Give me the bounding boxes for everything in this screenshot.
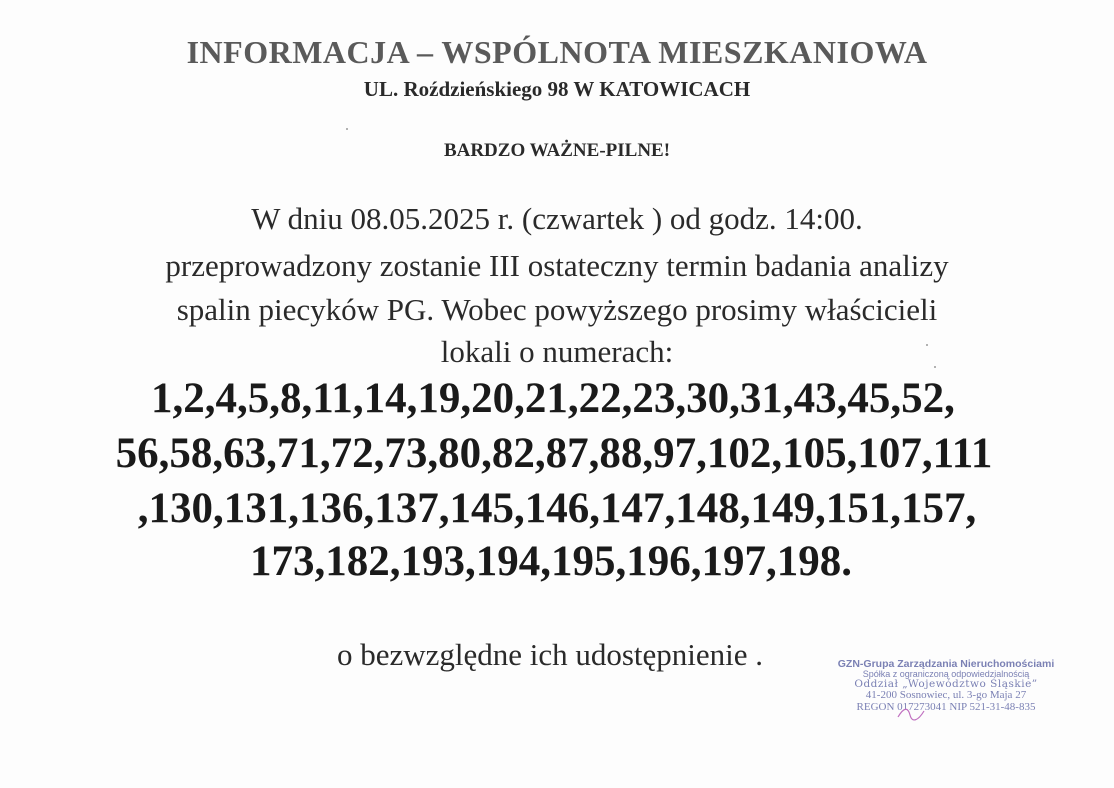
stamp-line-registry: REGON 017273041 NIP 521-31-48-835 bbox=[856, 701, 1036, 714]
paper-speck bbox=[346, 128, 348, 130]
stamp-line-company: GZN-Grupa Zarządzania Nieruchomościami bbox=[837, 658, 1055, 670]
notice-address: UL. Roździeńskiego 98 W KATOWICACH bbox=[363, 77, 751, 101]
company-stamp bbox=[826, 659, 1066, 714]
apartment-numbers-line: 1,2,4,5,8,11,14,19,20,21,22,23,30,31,43,45,52, bbox=[151, 375, 955, 422]
closing-line: o bezwzględne ich udostępnienie . bbox=[336, 637, 764, 672]
apartment-numbers-line: ,130,131,136,137,145,146,147,148,149,151,157, bbox=[137, 485, 977, 532]
body-line: przeprowadzony zostanie III ostateczny termin badania analizy bbox=[165, 248, 949, 283]
apartment-numbers-line: 56,58,63,71,72,73,80,82,87,88,97,102,105,107,111 bbox=[115, 430, 993, 477]
notice-title: INFORMACJA – WSPÓLNOTA MIESZKANIOWA bbox=[186, 34, 928, 70]
stamp-line-legal-form: Spółka z ograniczoną odpowiedzialnością bbox=[862, 669, 1030, 680]
apartment-numbers-line: 173,182,193,194,195,196,197,198. bbox=[250, 538, 852, 585]
urgent-heading: BARDZO WAŻNE-PILNE! bbox=[443, 140, 671, 161]
paper-speck bbox=[926, 344, 928, 346]
stamp-line-address: 41-200 Sosnowiec, ul. 3-go Maja 27 bbox=[865, 689, 1027, 702]
paper-speck bbox=[934, 366, 936, 368]
body-line: lokali o numerach: bbox=[440, 334, 674, 369]
signature-mark bbox=[894, 703, 934, 723]
stamp-line-branch: Oddział „Województwo Śląskie” bbox=[854, 678, 1038, 691]
body-line: spalin piecyków PG. Wobec powyższego prosimy właścicieli bbox=[176, 292, 938, 327]
body-line: W dniu 08.05.2025 r. (czwartek ) od godz. 14:00. bbox=[251, 201, 863, 236]
